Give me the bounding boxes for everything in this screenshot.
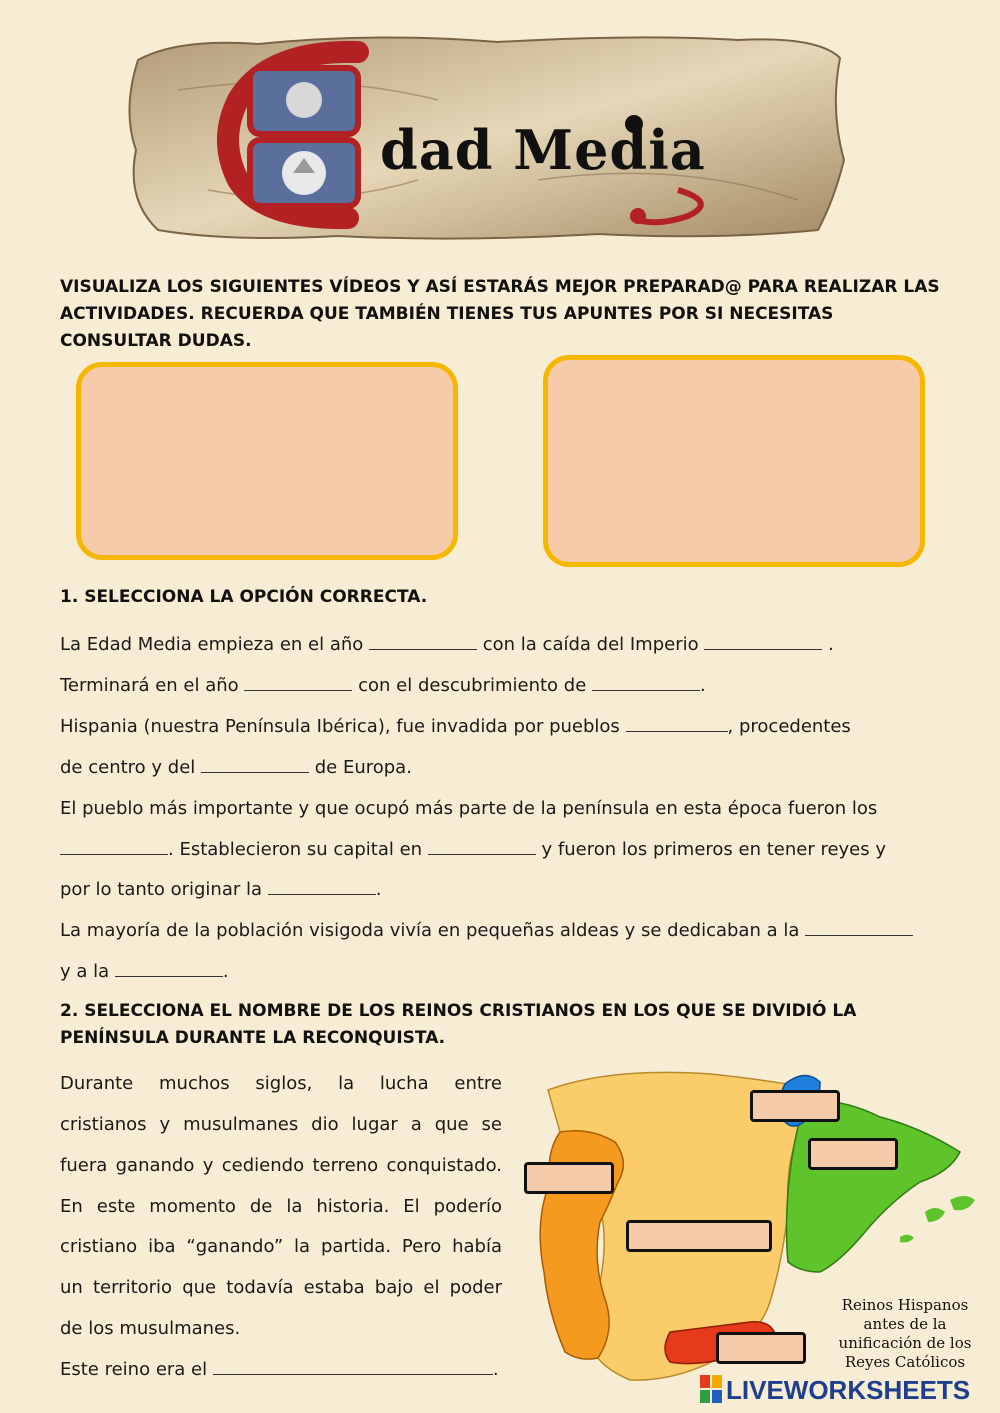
- answer-box-castilla[interactable]: [626, 1220, 772, 1252]
- sentence-line: . Establecieron su capital en y fueron los primeros en tener reyes y: [60, 839, 886, 860]
- blank-dropdown[interactable]: [592, 676, 700, 691]
- paragraph-line: de los musulmanes.: [60, 1318, 241, 1339]
- sentence-line: La mayoría de la población visigoda vivía en pequeñas aldeas y se dedicaban a la: [60, 920, 913, 941]
- answer-box-portugal[interactable]: [524, 1162, 614, 1194]
- answer-box-navarra[interactable]: [750, 1090, 840, 1122]
- sentence-line: y a la .: [60, 961, 229, 982]
- paragraph-line: cristianos y musulmanes dio lugar a que se: [60, 1114, 502, 1135]
- paragraph-line: un territorio que todavía estaba bajo el poder: [60, 1277, 502, 1298]
- liveworksheets-logo: LIVEWORKSHEETS: [700, 1375, 970, 1406]
- map-caption: Reinos Hispanos antes de la unificación de los Reyes Católicos: [838, 1296, 972, 1371]
- instructions-text: VISUALIZA LOS SIGUIENTES VÍDEOS Y ASÍ ESTARÁS MEJOR PREPARAD@ PARA REALIZAR LAS ACTIVIDADES. RECUERDA QUE TAMBIÉN TIENES TUS APUNTES POR SI NECESITAS CONSULTAR DUDAS.: [60, 277, 940, 351]
- blank-dropdown[interactable]: [213, 1360, 493, 1375]
- sentence-line: Terminará en el año con el descubrimiento de .: [60, 675, 706, 696]
- answer-box-aragon[interactable]: [808, 1138, 898, 1170]
- section-1-heading: 1. SELECCIONA LA OPCIÓN CORRECTA.: [60, 587, 428, 607]
- page-title: dad Media: [380, 118, 706, 182]
- sentence-line: La Edad Media empieza en el año con la caída del Imperio .: [60, 634, 834, 655]
- answer-box-granada[interactable]: [716, 1332, 806, 1364]
- blank-dropdown[interactable]: [805, 921, 913, 936]
- paragraph-line: cristiano iba “ganando” la partida. Pero había: [60, 1236, 502, 1257]
- sentence-line: de centro y del de Europa.: [60, 757, 412, 778]
- sentence-line: por lo tanto originar la .: [60, 879, 382, 900]
- paragraph-line: fuera ganando y cediendo terreno conquistado.: [60, 1155, 502, 1176]
- liveworksheets-logo-icon: [700, 1375, 722, 1403]
- paragraph-line: Durante muchos siglos, la lucha entre: [60, 1073, 502, 1094]
- section-2-heading: 2. SELECCIONA EL NOMBRE DE LOS REINOS CRISTIANOS EN LOS QUE SE DIVIDIÓ LA PENÍNSULA DURANTE LA RECONQUISTA.: [60, 1001, 857, 1048]
- sentence-line: Hispania (nuestra Península Ibérica), fue invadida por pueblos , procedentes: [60, 716, 851, 737]
- video-embed-2[interactable]: [543, 355, 925, 567]
- blank-dropdown[interactable]: [369, 635, 477, 650]
- final-question: Este reino era el .: [60, 1359, 499, 1380]
- blank-dropdown[interactable]: [428, 840, 536, 855]
- blank-dropdown[interactable]: [268, 880, 376, 895]
- paragraph-line: En este momento de la historia. El poderío: [60, 1196, 502, 1217]
- video-embed-1[interactable]: [76, 362, 458, 560]
- aragon-region: [787, 1101, 961, 1272]
- blank-dropdown[interactable]: [60, 840, 168, 855]
- blank-dropdown[interactable]: [244, 676, 352, 691]
- blank-dropdown[interactable]: [115, 962, 223, 977]
- blank-dropdown[interactable]: [704, 635, 822, 650]
- blank-dropdown[interactable]: [201, 758, 309, 773]
- sentence-line: El pueblo más importante y que ocupó más parte de la península en esta época fueron los: [60, 798, 878, 819]
- blank-dropdown[interactable]: [626, 717, 728, 732]
